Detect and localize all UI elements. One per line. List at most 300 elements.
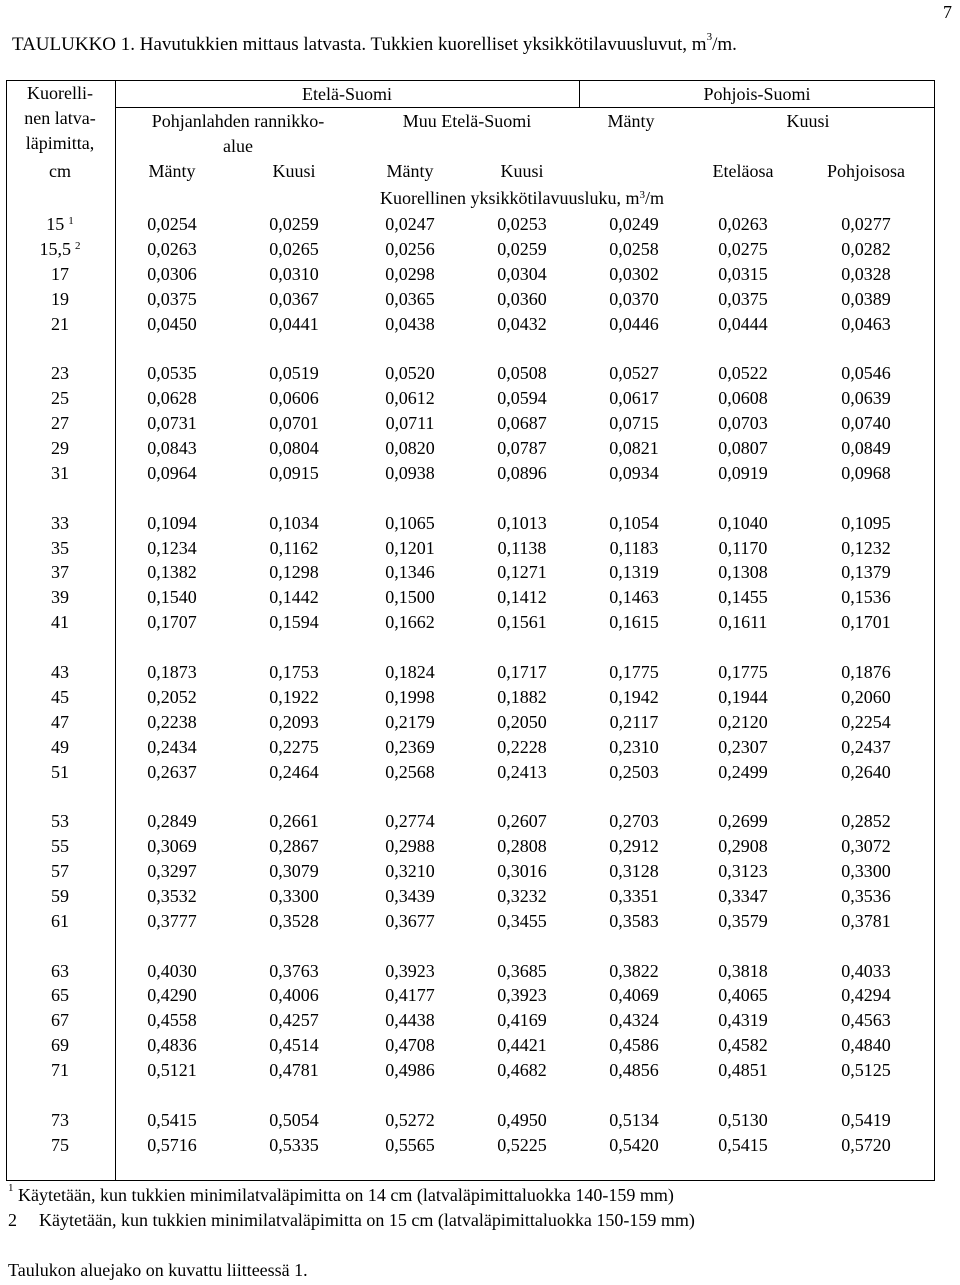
value-cell: 0,3777 bbox=[147, 910, 197, 931]
table-row bbox=[0, 585, 960, 610]
value-cell: 0,2254 bbox=[841, 711, 891, 732]
value-cell: 0,0535 bbox=[147, 363, 197, 384]
value-cell: 0,1753 bbox=[269, 661, 319, 682]
table-row bbox=[0, 859, 960, 884]
diameter-value: 35 bbox=[51, 537, 69, 558]
value-cell: 0,0628 bbox=[147, 388, 197, 409]
value-cell: 0,5272 bbox=[385, 1109, 435, 1130]
value-cell: 0,0328 bbox=[841, 263, 891, 284]
value-cell: 0,5134 bbox=[609, 1109, 659, 1130]
value-cell: 0,2060 bbox=[841, 686, 891, 707]
diameter-value: 23 bbox=[51, 363, 69, 384]
value-cell: 0,1298 bbox=[269, 562, 319, 583]
value-cell: 0,5720 bbox=[841, 1134, 891, 1155]
value-cell: 0,0617 bbox=[609, 388, 659, 409]
diameter-cell bbox=[12, 560, 108, 585]
value-cell: 0,2503 bbox=[609, 761, 659, 782]
header-manty-pohjois: Mänty bbox=[607, 111, 655, 131]
diameter-cell bbox=[12, 237, 108, 262]
value-cell: 0,0820 bbox=[385, 438, 435, 458]
value-cell: 0,4840 bbox=[841, 1035, 891, 1056]
diameter-cell bbox=[12, 685, 108, 710]
value-cell: 0,0687 bbox=[497, 413, 547, 434]
value-cell: 0,0304 bbox=[497, 263, 547, 284]
table-caption bbox=[12, 31, 737, 56]
diameter-cell bbox=[12, 287, 108, 312]
value-cell: 0,0258 bbox=[609, 238, 659, 259]
value-cell: 0,2568 bbox=[385, 761, 435, 782]
value-cell: 0,0594 bbox=[497, 388, 547, 409]
value-cell: 0,0438 bbox=[385, 313, 435, 334]
value-cell: 0,1707 bbox=[147, 612, 197, 633]
value-cell: 0,0522 bbox=[718, 363, 768, 384]
diameter-value: 75 bbox=[51, 1134, 69, 1155]
diameter-value: 29 bbox=[51, 438, 69, 458]
value-cell: 0,2774 bbox=[385, 811, 435, 832]
value-cell: 0,0254 bbox=[147, 214, 197, 234]
value-cell: 0,1308 bbox=[718, 562, 768, 583]
value-cell: 0,0606 bbox=[269, 388, 319, 409]
table-row bbox=[0, 909, 960, 934]
table-row bbox=[0, 1133, 960, 1158]
value-cell: 0,1455 bbox=[718, 587, 768, 608]
value-cell: 0,4006 bbox=[269, 985, 319, 1006]
header-species-1: Mänty bbox=[148, 161, 196, 181]
table-row bbox=[0, 212, 960, 237]
value-cell: 0,0450 bbox=[147, 313, 197, 334]
value-cell: 0,4421 bbox=[497, 1035, 547, 1056]
diameter-cell bbox=[12, 1008, 108, 1033]
value-cell: 0,0256 bbox=[385, 238, 435, 259]
value-cell: 0,4069 bbox=[609, 985, 659, 1006]
diameter-value: 65 bbox=[51, 985, 69, 1006]
value-cell: 0,3300 bbox=[269, 885, 319, 906]
value-cell: 0,0365 bbox=[385, 288, 435, 309]
diameter-cell bbox=[12, 461, 108, 486]
value-cell: 0,3232 bbox=[497, 885, 547, 906]
value-cell: 0,2310 bbox=[609, 736, 659, 757]
value-cell: 0,2434 bbox=[147, 736, 197, 757]
diameter-cell bbox=[12, 834, 108, 859]
diameter-value: 63 bbox=[51, 960, 69, 981]
value-cell: 0,0263 bbox=[718, 214, 768, 234]
diameter-value: 47 bbox=[51, 711, 69, 732]
value-cell: 0,0934 bbox=[609, 462, 659, 483]
value-cell: 0,0389 bbox=[841, 288, 891, 309]
value-cell: 0,1065 bbox=[385, 512, 435, 533]
value-cell: 0,3297 bbox=[147, 861, 197, 881]
value-cell: 0,4033 bbox=[841, 960, 891, 981]
value-cell: 0,1882 bbox=[497, 686, 547, 707]
value-cell: 0,0915 bbox=[269, 462, 319, 483]
value-cell: 0,3528 bbox=[269, 910, 319, 931]
diameter-cell bbox=[12, 760, 108, 785]
value-cell: 0,0701 bbox=[269, 413, 319, 434]
value-cell: 0,5121 bbox=[147, 1060, 197, 1081]
diameter-cell bbox=[12, 859, 108, 884]
diameter-cell bbox=[12, 1133, 108, 1158]
value-cell: 0,0964 bbox=[147, 462, 197, 483]
value-cell: 0,1034 bbox=[269, 512, 319, 533]
value-cell: 0,3579 bbox=[718, 910, 768, 931]
value-cell: 0,0639 bbox=[841, 388, 891, 409]
value-cell: 0,3677 bbox=[385, 910, 435, 931]
diameter-value: 21 bbox=[51, 313, 69, 334]
value-cell: 0,0519 bbox=[269, 363, 319, 384]
value-cell: 0,1094 bbox=[147, 512, 197, 533]
value-cell: 0,3016 bbox=[497, 861, 547, 881]
value-cell: 0,4950 bbox=[497, 1109, 547, 1130]
diameter-value: 49 bbox=[51, 736, 69, 757]
value-cell: 0,4065 bbox=[718, 985, 768, 1006]
value-cell: 0,2093 bbox=[269, 711, 319, 732]
diameter-cell bbox=[12, 511, 108, 536]
diameter-value: 61 bbox=[51, 910, 69, 931]
value-cell: 0,1536 bbox=[841, 587, 891, 608]
value-cell: 0,1442 bbox=[269, 587, 319, 608]
table-row bbox=[0, 461, 960, 486]
footnote-2-text: Käytetään, kun tukkien minimilatvaläpimitta on 15 cm (latvaläpimittaluokka 150-159 mm) bbox=[39, 1210, 695, 1230]
diameter-cell bbox=[12, 262, 108, 287]
value-cell: 0,0527 bbox=[609, 363, 659, 384]
region-note: Taulukon aluejako on kuvattu liitteessä 1. bbox=[8, 1260, 308, 1280]
table-row bbox=[0, 560, 960, 585]
value-cell: 0,0843 bbox=[147, 438, 197, 458]
value-cell: 0,1775 bbox=[609, 661, 659, 682]
value-cell: 0,4986 bbox=[385, 1060, 435, 1081]
diameter-value: 15 bbox=[46, 214, 65, 234]
value-cell: 0,4682 bbox=[497, 1060, 547, 1081]
table-row bbox=[0, 959, 960, 984]
value-cell: 0,0711 bbox=[385, 413, 435, 434]
value-cell: 0,4169 bbox=[497, 1010, 547, 1031]
value-cell: 0,4708 bbox=[385, 1035, 435, 1056]
diameter-value: 19 bbox=[51, 288, 69, 309]
value-cell: 0,2912 bbox=[609, 836, 659, 857]
diameter-cell bbox=[12, 735, 108, 760]
value-cell: 0,2699 bbox=[718, 811, 768, 832]
value-cell: 0,2179 bbox=[385, 711, 435, 732]
value-cell: 0,0919 bbox=[718, 462, 768, 483]
value-cell: 0,1162 bbox=[269, 537, 319, 558]
value-cell: 0,2052 bbox=[147, 686, 197, 707]
value-cell: 0,0247 bbox=[385, 214, 435, 234]
value-cell: 0,0432 bbox=[497, 313, 547, 334]
diameter-value: 17 bbox=[51, 263, 69, 284]
footnote-2 bbox=[8, 1210, 695, 1231]
table-row bbox=[0, 411, 960, 436]
header-muu-etela: Muu Etelä-Suomi bbox=[402, 111, 532, 131]
value-cell: 0,1944 bbox=[718, 686, 768, 707]
value-cell: 0,2908 bbox=[718, 836, 768, 857]
value-cell: 0,0715 bbox=[609, 413, 659, 434]
diameter-cell bbox=[12, 361, 108, 386]
value-cell: 0,5415 bbox=[718, 1134, 768, 1155]
table-row bbox=[0, 735, 960, 760]
value-cell: 0,1271 bbox=[497, 562, 547, 583]
caption-sup: 3 bbox=[706, 31, 713, 43]
value-cell: 0,0546 bbox=[841, 363, 891, 384]
value-cell: 0,3128 bbox=[609, 861, 659, 881]
value-cell: 0,0849 bbox=[841, 438, 891, 458]
value-cell: 0,0249 bbox=[609, 214, 659, 234]
value-cell: 0,2464 bbox=[269, 761, 319, 782]
value-cell: 0,4851 bbox=[718, 1060, 768, 1081]
value-cell: 0,2808 bbox=[497, 836, 547, 857]
value-cell: 0,2849 bbox=[147, 811, 197, 832]
caption-tail: /m. bbox=[712, 34, 737, 55]
value-cell: 0,1095 bbox=[841, 512, 891, 533]
value-cell: 0,1824 bbox=[385, 661, 435, 682]
value-cell: 0,3822 bbox=[609, 960, 659, 981]
diameter-value: 59 bbox=[51, 885, 69, 906]
value-cell: 0,0253 bbox=[497, 214, 547, 234]
value-cell: 0,2238 bbox=[147, 711, 197, 732]
header-pohjois-suomi: Pohjois-Suomi bbox=[703, 84, 811, 104]
value-cell: 0,0370 bbox=[609, 288, 659, 309]
table-row bbox=[0, 660, 960, 685]
value-cell: 0,0508 bbox=[497, 363, 547, 384]
header-pohjanlahden-2: alue bbox=[223, 136, 253, 156]
value-cell: 0,0263 bbox=[147, 238, 197, 259]
value-cell: 0,2050 bbox=[497, 711, 547, 732]
value-cell: 0,2640 bbox=[841, 761, 891, 782]
diameter-value: 37 bbox=[51, 562, 69, 583]
table-row bbox=[0, 710, 960, 735]
diameter-footnote-mark: 1 bbox=[68, 215, 74, 227]
diameter-value: 27 bbox=[51, 413, 69, 434]
value-cell: 0,0896 bbox=[497, 462, 547, 483]
table-row bbox=[0, 287, 960, 312]
value-cell: 0,3439 bbox=[385, 885, 435, 906]
value-cell: 0,4324 bbox=[609, 1010, 659, 1031]
footnote-1 bbox=[8, 1182, 674, 1206]
value-cell: 0,1463 bbox=[609, 587, 659, 608]
diameter-value: 39 bbox=[51, 587, 69, 608]
value-cell: 0,3818 bbox=[718, 960, 768, 981]
value-cell: 0,2120 bbox=[718, 711, 768, 732]
value-cell: 0,1540 bbox=[147, 587, 197, 608]
value-cell: 0,3351 bbox=[609, 885, 659, 906]
value-cell: 0,4781 bbox=[269, 1060, 319, 1081]
header-unit-label bbox=[380, 187, 664, 209]
value-cell: 0,5225 bbox=[497, 1134, 547, 1155]
value-cell: 0,0740 bbox=[841, 413, 891, 434]
value-cell: 0,2661 bbox=[269, 811, 319, 832]
col0-header-2: nen latva- bbox=[24, 108, 96, 128]
value-cell: 0,0315 bbox=[718, 263, 768, 284]
value-cell: 0,2852 bbox=[841, 811, 891, 832]
value-cell: 0,1013 bbox=[497, 512, 547, 533]
value-cell: 0,3536 bbox=[841, 885, 891, 906]
value-cell: 0,2307 bbox=[718, 736, 768, 757]
diameter-cell bbox=[12, 312, 108, 337]
value-cell: 0,0807 bbox=[718, 438, 768, 458]
value-cell: 0,1138 bbox=[497, 537, 547, 558]
diameter-cell bbox=[12, 710, 108, 735]
table-row bbox=[0, 1008, 960, 1033]
value-cell: 0,0938 bbox=[385, 462, 435, 483]
value-cell: 0,5335 bbox=[269, 1134, 319, 1155]
value-cell: 0,3583 bbox=[609, 910, 659, 931]
table-row bbox=[0, 685, 960, 710]
value-cell: 0,2867 bbox=[269, 836, 319, 857]
value-cell: 0,4257 bbox=[269, 1010, 319, 1031]
value-cell: 0,2637 bbox=[147, 761, 197, 782]
value-cell: 0,0804 bbox=[269, 438, 319, 458]
unit-label-text: Kuorellinen yksikkötilavuusluku, m bbox=[380, 188, 640, 208]
header-etela-suomi: Etelä-Suomi bbox=[302, 84, 392, 104]
value-cell: 0,0259 bbox=[497, 238, 547, 259]
value-cell: 0,1201 bbox=[385, 537, 435, 558]
value-cell: 0,0302 bbox=[609, 263, 659, 284]
value-cell: 0,1922 bbox=[269, 686, 319, 707]
value-cell: 0,4514 bbox=[269, 1035, 319, 1056]
value-cell: 0,1382 bbox=[147, 562, 197, 583]
value-cell: 0,0375 bbox=[147, 288, 197, 309]
value-cell: 0,0375 bbox=[718, 288, 768, 309]
value-cell: 0,1561 bbox=[497, 612, 547, 633]
value-cell: 0,2607 bbox=[497, 811, 547, 832]
value-cell: 0,4030 bbox=[147, 960, 197, 981]
value-cell: 0,5716 bbox=[147, 1134, 197, 1155]
diameter-cell bbox=[12, 809, 108, 834]
diameter-value: 67 bbox=[51, 1010, 69, 1031]
diameter-cell bbox=[12, 884, 108, 909]
value-cell: 0,2703 bbox=[609, 811, 659, 832]
value-cell: 0,4558 bbox=[147, 1010, 197, 1031]
value-cell: 0,3763 bbox=[269, 960, 319, 981]
value-cell: 0,3685 bbox=[497, 960, 547, 981]
value-cell: 0,4438 bbox=[385, 1010, 435, 1031]
value-cell: 0,5415 bbox=[147, 1109, 197, 1130]
header-pohjanlahden-1: Pohjanlahden rannikko- bbox=[151, 111, 325, 131]
value-cell: 0,2413 bbox=[497, 761, 547, 782]
unit-label-sup: 3 bbox=[639, 189, 645, 201]
table-row bbox=[0, 834, 960, 859]
value-cell: 0,1040 bbox=[718, 512, 768, 533]
value-cell: 0,3923 bbox=[497, 985, 547, 1006]
value-cell: 0,3455 bbox=[497, 910, 547, 931]
table-row bbox=[0, 536, 960, 561]
diameter-value: 41 bbox=[51, 612, 69, 633]
value-cell: 0,0277 bbox=[841, 214, 891, 234]
table-row bbox=[0, 361, 960, 386]
value-cell: 0,1701 bbox=[841, 612, 891, 633]
footnote-2-mark: 2 bbox=[8, 1210, 17, 1230]
diameter-value: 43 bbox=[51, 661, 69, 682]
diameter-footnote-mark: 2 bbox=[75, 239, 81, 252]
diameter-cell bbox=[12, 1033, 108, 1058]
table-row bbox=[0, 1058, 960, 1083]
value-cell: 0,1412 bbox=[497, 587, 547, 608]
value-cell: 0,1379 bbox=[841, 562, 891, 583]
value-cell: 0,1232 bbox=[841, 537, 891, 558]
value-cell: 0,0612 bbox=[385, 388, 435, 409]
value-cell: 0,5565 bbox=[385, 1134, 435, 1155]
value-cell: 0,4563 bbox=[841, 1010, 891, 1031]
value-cell: 0,0703 bbox=[718, 413, 768, 434]
value-cell: 0,5054 bbox=[269, 1109, 319, 1130]
value-cell: 0,0787 bbox=[497, 438, 547, 458]
diameter-cell bbox=[12, 536, 108, 561]
table-row bbox=[0, 511, 960, 536]
value-cell: 0,3923 bbox=[385, 960, 435, 981]
caption-text: TAULUKKO 1. Havutukkien mittaus latvasta. Tukkien kuorelliset yksikkötilavuusluvut, m bbox=[12, 34, 707, 55]
value-cell: 0,0968 bbox=[841, 462, 891, 483]
value-cell: 0,4319 bbox=[718, 1010, 768, 1031]
value-cell: 0,2228 bbox=[497, 736, 547, 757]
value-cell: 0,3210 bbox=[385, 861, 435, 881]
value-cell: 0,4290 bbox=[147, 985, 197, 1006]
value-cell: 0,1998 bbox=[385, 686, 435, 707]
value-cell: 0,0265 bbox=[269, 238, 319, 259]
diameter-value: 45 bbox=[51, 686, 69, 707]
diameter-cell bbox=[12, 660, 108, 685]
diameter-value: 73 bbox=[51, 1109, 69, 1130]
value-cell: 0,3781 bbox=[841, 910, 891, 931]
value-cell: 0,3347 bbox=[718, 885, 768, 906]
value-cell: 0,0821 bbox=[609, 438, 659, 458]
value-cell: 0,1662 bbox=[385, 612, 435, 633]
diameter-cell bbox=[12, 585, 108, 610]
diameter-cell bbox=[12, 386, 108, 411]
value-cell: 0,5130 bbox=[718, 1109, 768, 1130]
table-row bbox=[0, 386, 960, 411]
value-cell: 0,1500 bbox=[385, 587, 435, 608]
diameter-cell bbox=[12, 909, 108, 934]
diameter-value: 57 bbox=[51, 861, 69, 881]
diameter-cell bbox=[12, 1058, 108, 1083]
table-row bbox=[0, 1033, 960, 1058]
table-row bbox=[0, 760, 960, 785]
value-cell: 0,3300 bbox=[841, 861, 891, 881]
value-cell: 0,0446 bbox=[609, 313, 659, 334]
value-cell: 0,2275 bbox=[269, 736, 319, 757]
value-cell: 0,4582 bbox=[718, 1035, 768, 1056]
diameter-cell bbox=[12, 212, 108, 237]
value-cell: 0,1717 bbox=[497, 661, 547, 682]
table-row bbox=[0, 1108, 960, 1133]
page-number: 7 bbox=[943, 2, 952, 22]
value-cell: 0,3079 bbox=[269, 861, 319, 881]
value-cell: 0,0282 bbox=[841, 238, 891, 259]
value-cell: 0,1234 bbox=[147, 537, 197, 558]
value-cell: 0,0608 bbox=[718, 388, 768, 409]
header-species-4: Kuusi bbox=[500, 161, 544, 181]
value-cell: 0,1319 bbox=[609, 562, 659, 583]
diameter-value: 71 bbox=[51, 1060, 69, 1081]
diameter-cell bbox=[12, 436, 108, 461]
diameter-value: 53 bbox=[51, 811, 69, 832]
diameter-value: 31 bbox=[51, 462, 69, 483]
value-cell: 0,1594 bbox=[269, 612, 319, 633]
diameter-value: 51 bbox=[51, 761, 69, 782]
value-cell: 0,3532 bbox=[147, 885, 197, 906]
diameter-cell bbox=[12, 1108, 108, 1133]
value-cell: 0,0367 bbox=[269, 288, 319, 309]
table-row bbox=[0, 262, 960, 287]
value-cell: 0,0441 bbox=[269, 313, 319, 334]
value-cell: 0,5419 bbox=[841, 1109, 891, 1130]
value-cell: 0,2499 bbox=[718, 761, 768, 782]
value-cell: 0,1775 bbox=[718, 661, 768, 682]
value-cell: 0,1346 bbox=[385, 562, 435, 583]
header-rule-1 bbox=[115, 107, 935, 108]
value-cell: 0,3072 bbox=[841, 836, 891, 857]
header-species-3: Mänty bbox=[386, 161, 434, 181]
header-pohjoisosa: Pohjoisosa bbox=[826, 161, 906, 181]
